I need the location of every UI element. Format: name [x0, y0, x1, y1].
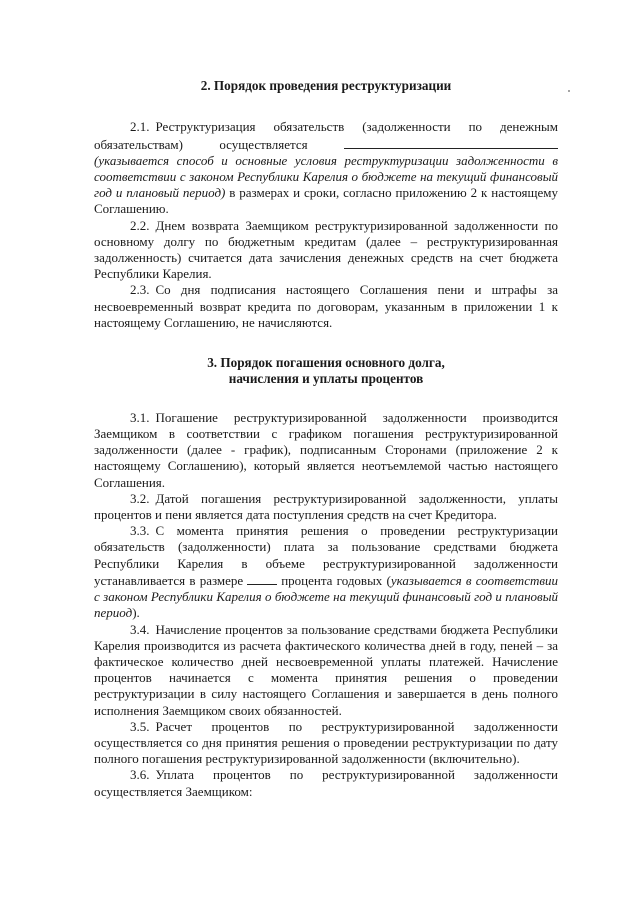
paragraph-3-6: [94, 767, 558, 799]
paragraph-text: процента годовых (: [281, 572, 391, 588]
paragraph-number: 2.1.: [130, 119, 150, 135]
paragraph-number: 3.1.: [130, 409, 150, 425]
paragraph-text: С момента принятия решения о проведении реструктуризации обязательств (задолженности) плата за пользование средствами бюджета Республики Карелия в объеме реструктуризированной задолженности устанавливается в размере: [94, 523, 558, 588]
section-3-title-line-2: начисления и уплаты процентов: [228, 371, 424, 387]
paragraph-number: 2.2.: [130, 217, 150, 233]
section-3-title: [94, 355, 558, 388]
paragraph-text: Расчет процентов по реструктуризированной задолженности осуществляется со дня принятия решения о проведении реструктуризации по дату полного погашения реструктуризированной задолженности (включительно).: [94, 718, 558, 767]
paragraph-italic-note: указывается в соответствии с законом Республики Карелия о бюджете на текущий финансовый год и плановый период: [94, 572, 558, 621]
paragraph-italic-note: (указывается способ и основные условия реструктуризации задолженности в соответствии с законом Республики Карелия о бюджете на текущий финансовый год и плановый период): [94, 152, 558, 201]
paragraph-3-1: [94, 410, 558, 491]
paragraph-2-3: [94, 282, 558, 331]
document-page: [94, 78, 558, 800]
paragraph-number: 3.4.: [130, 621, 150, 637]
paragraph-3-4: [94, 622, 558, 719]
fill-in-blank: [344, 136, 558, 149]
paragraph-2-1: [94, 119, 558, 217]
paragraph-3-5: [94, 719, 558, 768]
paragraph-text: Погашение реструктуризированной задолженности производится Заемщиком в соответствии с графиком погашения реструктуризированной задолженности (далее - график), подписанным Сторонами (приложение 2 к настоящему Соглашению), который является неотъемлемой частью настоящего Соглашения.: [94, 409, 558, 490]
paragraph-number: 3.5.: [130, 718, 150, 734]
fill-in-blank: [247, 572, 277, 585]
paragraph-text: Днем возврата Заемщиком реструктуризированной задолженности по основному долгу по бюджетным кредитам (далее – реструктуризированная задолженность) считается дата зачисления денежных средств на счет бюджета Республики Карелия.: [94, 217, 558, 282]
paragraph-text: Со дня подписания настоящего Соглашения пени и штрафы за несвоевременный возврат кредита по договорам, указанным в приложении 1 к настоящему Соглашению, не начисляются.: [94, 282, 558, 330]
paragraph-number: 3.2.: [130, 490, 150, 506]
paragraph-text: ).: [132, 605, 140, 621]
paragraph-text: Начисление процентов за пользование средствами бюджета Республики Карелия производится из расчета фактического количества дней в году, пеней – за фактическое количество дней несвоевременной уплаты платежей. Начисление процентов начинается с момента принятия решения о проведении реструктуризации в силу настоящего Соглашения и завершается в день полного исполнения Заемщиком своих обязанностей.: [94, 621, 558, 718]
paragraph-text: в размерах и сроки, согласно приложению 2 к настоящему Соглашению.: [94, 185, 558, 217]
paragraph-number: 3.6.: [130, 767, 150, 783]
section-3-title-line-1: 3. Порядок погашения основного долга,: [207, 355, 445, 371]
paragraph-text: Датой погашения реструктуризированной задолженности, уплаты процентов и пени является дата поступления средств на счет Кредитора.: [94, 490, 558, 523]
paragraph-2-2: [94, 218, 558, 283]
section-2-title: 2. Порядок проведения реструктуризации: [200, 78, 452, 93]
scan-speck: [568, 90, 570, 92]
paragraph-number: 3.3.: [130, 523, 150, 539]
paragraph-3-2: [94, 491, 558, 523]
paragraph-number: 2.3.: [130, 282, 150, 298]
paragraph-3-3: [94, 523, 558, 621]
paragraph-text: Реструктуризация обязательств (задолженности по денежным обязательствам) осуществляется: [94, 119, 558, 152]
paragraph-text: Уплата процентов по реструктуризированной задолженности осуществляется Заемщиком:: [94, 767, 558, 799]
